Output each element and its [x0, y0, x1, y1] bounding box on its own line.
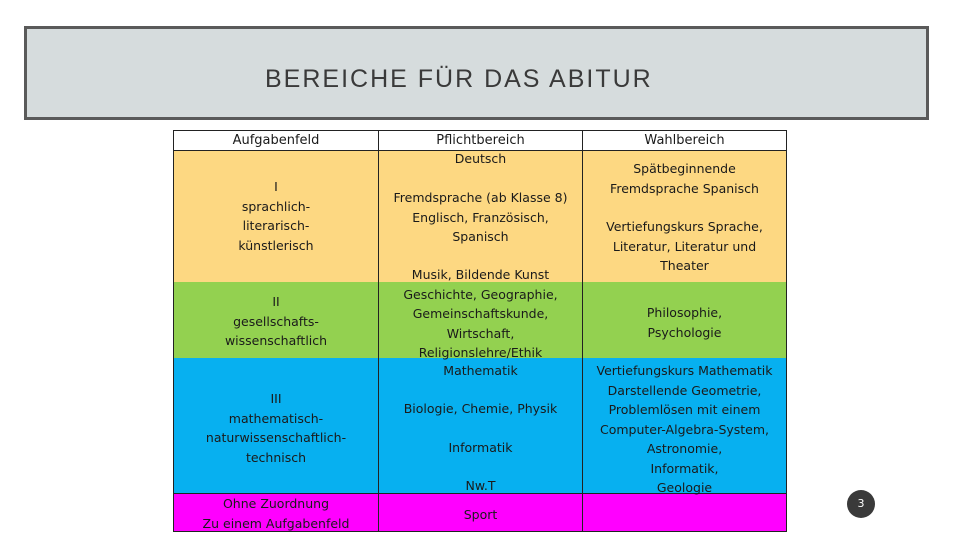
- mandatory-social: [379, 265, 582, 363]
- elective-math-course-line: Vertiefungskurs Mathematik: [596, 363, 773, 378]
- mandatory-languages-line: Spanisch: [452, 229, 509, 244]
- elective-math-course-line: Astronomie,: [646, 441, 723, 456]
- field-2-line: wissenschaftlich: [224, 333, 328, 348]
- mandatory-social-line: Geschichte, Geographie,: [403, 286, 558, 302]
- elective-math-course: [583, 361, 786, 498]
- slide-title: BEREICHE FÜR DAS ABITUR: [265, 65, 653, 93]
- elective-spanish: [583, 159, 786, 198]
- elective-spanish-line: Fremdsprache Spanisch: [610, 180, 759, 196]
- header-field: Aufgabenfeld: [232, 133, 320, 148]
- field-1-line: künstlerisch: [238, 237, 314, 253]
- field-3-line: III: [270, 391, 282, 406]
- elective-philosophy: [583, 303, 786, 342]
- mandatory-deutsch: Deutsch: [454, 151, 507, 166]
- header-mandatory: Pflichtbereich: [436, 133, 525, 148]
- elective-language-course: [583, 217, 786, 276]
- abitur-table: [173, 130, 787, 532]
- mandatory-social-line: Wirtschaft,: [446, 325, 515, 341]
- elective-philosophy-line: Psychologie: [647, 324, 722, 340]
- mandatory-social-line: Musik, Bildende Kunst: [411, 267, 550, 282]
- field-1-line: literarisch-: [242, 218, 310, 233]
- elective-math-course-line: Geologie: [656, 480, 713, 495]
- field-none-line: Zu einem Aufgabenfeld: [202, 515, 350, 531]
- elective-language-course-line: Literatur, Literatur und: [612, 238, 757, 254]
- elective-language-course-line: Vertiefungskurs Sprache,: [606, 219, 763, 234]
- field-1-line: I: [274, 179, 278, 194]
- field-3-line: technisch: [245, 449, 307, 465]
- mandatory-sport: Sport: [463, 507, 498, 522]
- field-cell-3: [174, 389, 378, 467]
- mandatory-social-line: Gemeinschaftskunde,: [412, 306, 549, 321]
- elective-spanish-line: Spätbeginnende: [633, 161, 736, 176]
- field-3-line: naturwissenschaftlich-: [205, 430, 347, 445]
- field-cell-none: [174, 494, 378, 532]
- elective-philosophy-line: Philosophie,: [646, 305, 723, 320]
- elective-math-course-line: Informatik,: [650, 460, 719, 476]
- elective-math-course-line: Problemlösen mit einem: [608, 402, 761, 417]
- mandatory-mathematik: Mathematik: [443, 363, 518, 378]
- mandatory-languages-line: Fremdsprache (ab Klasse 8): [393, 190, 568, 205]
- mandatory-languages-line: Englisch, Französisch,: [412, 209, 549, 225]
- mandatory-sciences: Biologie, Chemie, Physik: [403, 401, 558, 416]
- field-2-line: II: [272, 294, 280, 309]
- mandatory-social-line: Religionslehre/Ethik: [418, 345, 543, 360]
- field-2-line: gesellschafts-: [233, 313, 319, 329]
- mandatory-nwt: Nw.T: [465, 478, 496, 493]
- field-none-line: Ohne Zuordnung: [222, 496, 330, 511]
- header-elective: Wahlbereich: [644, 133, 725, 148]
- field-cell-1: [174, 177, 378, 255]
- field-3-line: mathematisch-: [228, 410, 324, 426]
- elective-math-course-line: Darstellende Geometrie,: [607, 382, 762, 398]
- title-banner: [24, 26, 929, 120]
- elective-math-course-line: Computer-Algebra-System,: [599, 421, 770, 437]
- field-1-line: sprachlich-: [241, 198, 311, 214]
- elective-language-course-line: Theater: [660, 258, 709, 273]
- mandatory-informatik: Informatik: [448, 440, 513, 455]
- mandatory-languages: [379, 188, 582, 247]
- page-number-badge: 3: [847, 490, 875, 518]
- field-cell-2: [174, 292, 378, 351]
